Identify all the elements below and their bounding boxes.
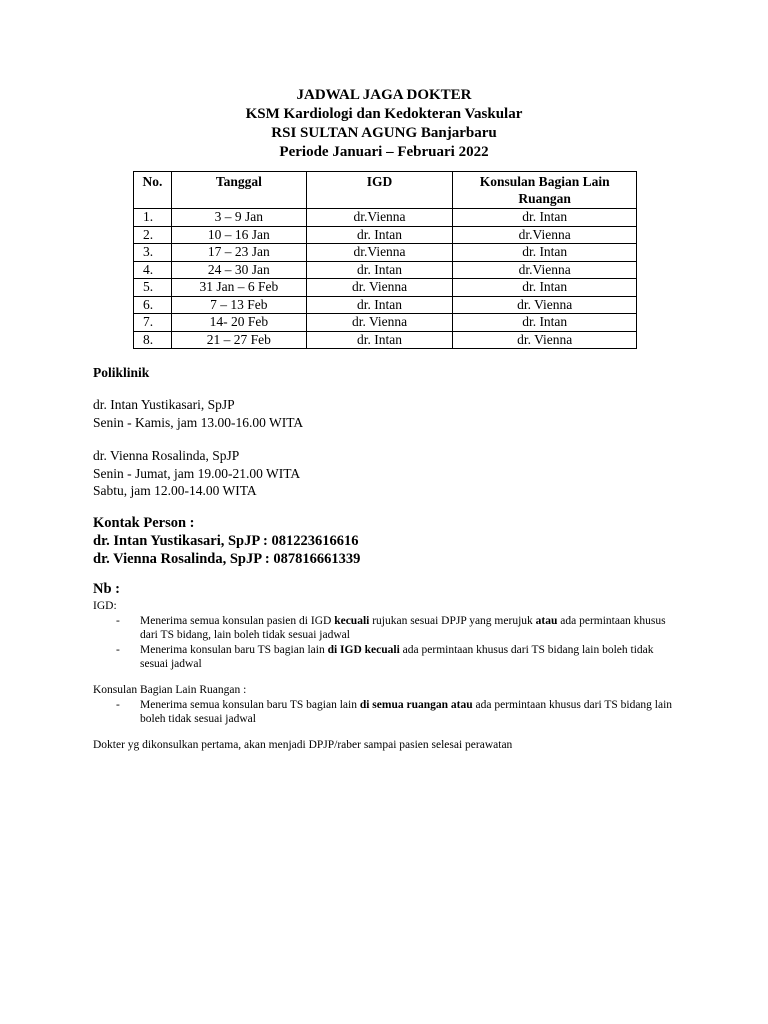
list-item: - Menerima semua konsulan pasien di IGD kecuali rujukan sesuai DPJP yang merujuk atau ada permintaan khusus dari TS bidang, lain boleh tidak sesuai jadwal xyxy=(116,614,666,641)
cell-tanggal: 31 Jan – 6 Feb xyxy=(171,279,306,297)
cell-konsulan: dr.Vienna xyxy=(453,226,637,244)
cell-no: 3. xyxy=(134,244,172,262)
cell-tanggal: 10 – 16 Jan xyxy=(171,226,306,244)
column-header-igd: IGD xyxy=(306,172,453,209)
doctor-name: dr. Vienna Rosalinda, SpJP xyxy=(93,448,240,463)
nb-footer-note: Dokter yg dikonsulkan pertama, akan menjadi DPJP/raber sampai pasien selesai perawatan xyxy=(93,739,513,751)
nb-igd-label: IGD: xyxy=(93,600,117,612)
cell-no: 6. xyxy=(134,296,172,314)
cell-igd: dr.Vienna xyxy=(306,209,453,227)
nb-title: Nb : xyxy=(93,581,120,597)
table-row xyxy=(134,209,637,227)
header-title: JADWAL JAGA DOKTER xyxy=(296,87,472,103)
cell-konsulan: dr. Intan xyxy=(453,244,637,262)
cell-konsulan: dr. Intan xyxy=(453,314,637,332)
cell-tanggal: 24 – 30 Jan xyxy=(171,261,306,279)
doctor-schedule: Senin - Jumat, jam 19.00-21.00 WITA xyxy=(93,465,301,481)
table-row xyxy=(134,296,637,314)
table-row xyxy=(134,244,637,262)
contact-line: dr. Vienna Rosalinda, SpJP : 087816661339 xyxy=(93,551,361,567)
cell-tanggal: 7 – 13 Feb xyxy=(171,296,306,314)
cell-igd: dr. Intan xyxy=(306,261,453,279)
cell-igd: dr. Vienna xyxy=(306,314,453,332)
cell-konsulan: dr. Vienna xyxy=(453,331,637,349)
nb-igd-section xyxy=(93,599,680,672)
poliklinik-doctor-2 xyxy=(93,447,300,500)
doctor-schedule: Sabtu, jam 12.00-14.00 WITA xyxy=(93,483,257,498)
poliklinik-doctor-1 xyxy=(93,396,303,431)
document-header xyxy=(0,86,768,162)
list-item: - Menerima konsulan baru TS bagian lain di IGD kecuali ada permintaan khusus dari TS bidang lain boleh tidak sesuai jadwal xyxy=(116,643,654,670)
table-row xyxy=(134,261,637,279)
header-period: Periode Januari – Februari 2022 xyxy=(279,144,489,160)
column-header-no: No. xyxy=(134,172,172,209)
cell-no: 5. xyxy=(134,279,172,297)
table-row xyxy=(134,331,637,349)
cell-tanggal: 14- 20 Feb xyxy=(171,314,306,332)
table-row xyxy=(134,226,637,244)
doctor-name: dr. Intan Yustikasari, SpJP xyxy=(93,397,235,412)
bullet-dash: - xyxy=(116,643,120,656)
cell-igd: dr. Vienna xyxy=(306,279,453,297)
nb-konsulan-section xyxy=(93,683,680,727)
column-header-tanggal: Tanggal xyxy=(171,172,306,209)
contact-line: dr. Intan Yustikasari, SpJP : 081223616616 xyxy=(93,533,359,549)
cell-tanggal: 21 – 27 Feb xyxy=(171,331,306,349)
bullet-dash: - xyxy=(116,614,120,627)
bullet-dash: - xyxy=(116,698,120,711)
table-row xyxy=(134,314,637,332)
schedule-table xyxy=(133,171,637,349)
cell-tanggal: 17 – 23 Jan xyxy=(171,244,306,262)
cell-igd: dr.Vienna xyxy=(306,244,453,262)
cell-igd: dr. Intan xyxy=(306,226,453,244)
cell-no: 2. xyxy=(134,226,172,244)
cell-no: 1. xyxy=(134,209,172,227)
cell-igd: dr. Intan xyxy=(306,296,453,314)
table-row xyxy=(134,279,637,297)
poliklinik-title: Poliklinik xyxy=(93,365,150,380)
contact-section xyxy=(93,514,360,568)
header-hospital: RSI SULTAN AGUNG Banjarbaru xyxy=(271,125,497,141)
cell-tanggal: 3 – 9 Jan xyxy=(171,209,306,227)
cell-no: 7. xyxy=(134,314,172,332)
nb-konsulan-label: Konsulan Bagian Lain Ruangan : xyxy=(93,684,247,696)
header-department: KSM Kardiologi dan Kedokteran Vaskular xyxy=(245,106,523,122)
column-header-konsulan: Konsulan Bagian Lain Ruangan xyxy=(453,172,637,209)
cell-konsulan: dr. Intan xyxy=(453,279,637,297)
cell-konsulan: dr. Intan xyxy=(453,209,637,227)
cell-igd: dr. Intan xyxy=(306,331,453,349)
list-item: - Menerima semua konsulan baru TS bagian lain di semua ruangan atau ada permintaan khusus dari TS bidang lain boleh tidak sesuai jadwal xyxy=(116,698,673,725)
cell-konsulan: dr.Vienna xyxy=(453,261,637,279)
doctor-schedule: Senin - Kamis, jam 13.00-16.00 WITA xyxy=(93,414,304,430)
cell-no: 8. xyxy=(134,331,172,349)
cell-no: 4. xyxy=(134,261,172,279)
table-header-row xyxy=(134,172,637,209)
contact-title: Kontak Person : xyxy=(93,515,195,531)
cell-konsulan: dr. Vienna xyxy=(453,296,637,314)
